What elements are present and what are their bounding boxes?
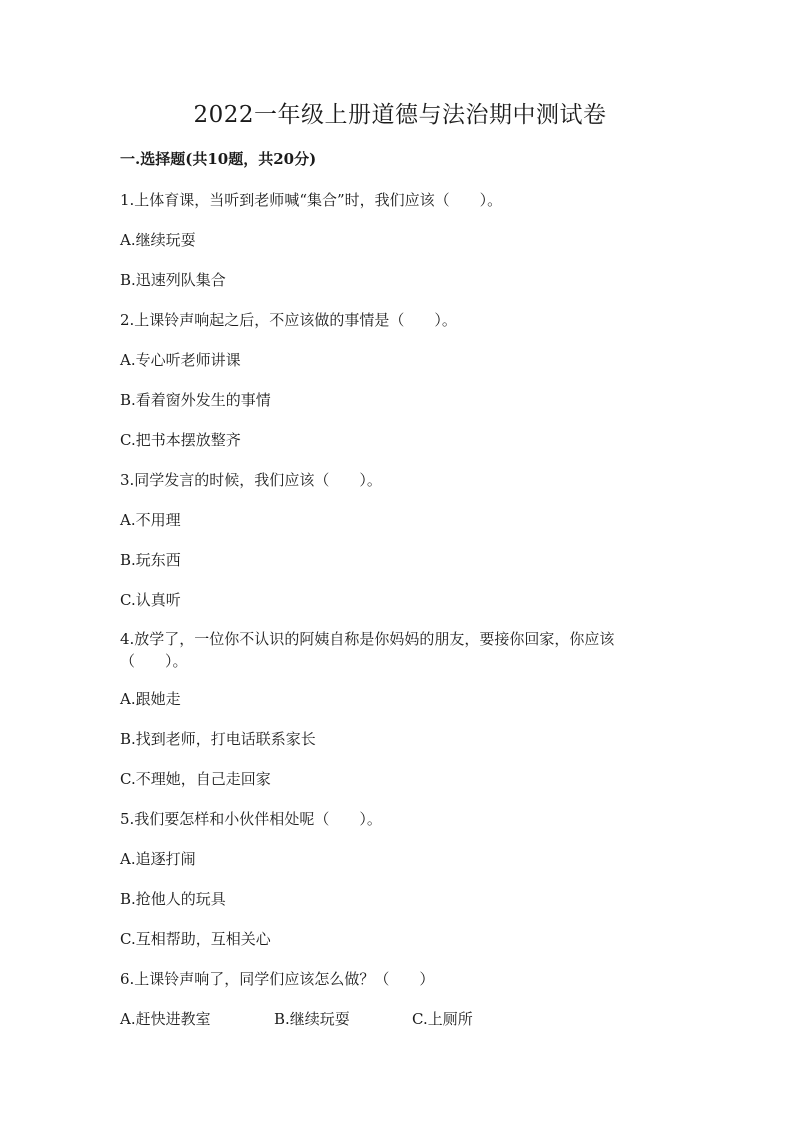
option-6c: C.上厕所 xyxy=(412,1010,473,1028)
question-4-line-2: （ ）。 xyxy=(120,652,188,670)
question-3: 3.同学发言的时候，我们应该（ ）。 xyxy=(120,471,382,489)
option-3b: B.玩东西 xyxy=(120,551,181,569)
question-1: 1.上体育课，当听到老师喊“集合”时，我们应该（ ）。 xyxy=(120,191,503,209)
option-1b: B.迅速列队集合 xyxy=(120,271,226,289)
option-4a: A.跟她走 xyxy=(120,690,181,708)
option-3a: A.不用理 xyxy=(120,511,181,529)
option-4b: B.找到老师，打电话联系家长 xyxy=(120,730,316,748)
option-5c: C.互相帮助，互相关心 xyxy=(120,930,271,948)
question-2: 2.上课铃声响起之后，不应该做的事情是（ ）。 xyxy=(120,311,457,329)
option-6a: A.赶快进教室 xyxy=(120,1010,211,1028)
option-2a: A.专心听老师讲课 xyxy=(120,351,241,369)
question-5: 5.我们要怎样和小伙伴相处呢（ ）。 xyxy=(120,810,382,828)
option-5a: A.追逐打闹 xyxy=(120,850,196,868)
option-3c: C.认真听 xyxy=(120,591,181,609)
option-5b: B.抢他人的玩具 xyxy=(120,890,226,908)
option-6b: B.继续玩耍 xyxy=(274,1010,350,1028)
options-row-6 xyxy=(120,1007,680,1047)
question-4 xyxy=(120,628,680,687)
question-6: 6.上课铃声响了，同学们应该怎么做？（ ） xyxy=(120,970,435,988)
question-list xyxy=(120,188,680,1047)
question-4-line-1: 4.放学了，一位你不认识的阿姨自称是你妈妈的朋友，要接你回家，你应该 xyxy=(120,630,615,648)
option-1a: A.继续玩耍 xyxy=(120,231,196,249)
option-2b: B.看着窗外发生的事情 xyxy=(120,391,271,409)
option-4c: C.不理她，自己走回家 xyxy=(120,770,271,788)
option-2c: C.把书本摆放整齐 xyxy=(120,431,241,449)
page-title: 2022一年级上册道德与法治期中测试卷 xyxy=(193,102,607,128)
section-heading: 一.选择题(共10题，共20分) xyxy=(120,150,317,168)
